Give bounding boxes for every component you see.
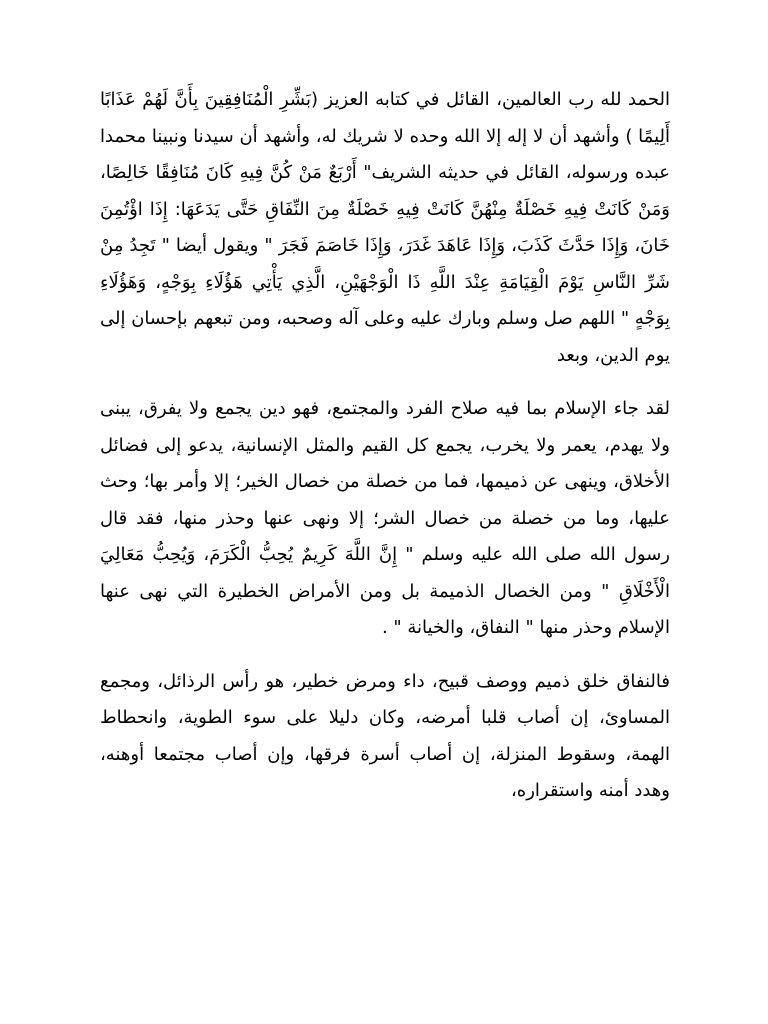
paragraph-islam-morals: لقد جاء الإسلام بما فيه صلاح الفرد والمجتمع، فهو دين يجمع ولا يفرق، يبنى ولا يهدم، يعمر ولا يخرب، يجمع كل القيم والمثل الإنسانية، يدعو إلى فضائل الأخلاق، وينهى عن ذميمها، فما من خصلة من خصال الخير؛ إلا وأمر بها؛ وحث عليها، وما من خصلة من خصال الشر؛ إلا ونهى عنها وحذر منها، فقد قال رسول الله صلى الله عليه وسلم " إِنَّ اللَّهَ كَرِيمٌ يُحِبُّ الْكَرَمَ، وَيُحِبُّ مَعَالِيَ الْأَخْلَاقِ " ومن الخصال الذميمة بل ومن الأمراض الخطيرة التي نهى عنها الإسلام وحذر منها " النفاق، والخيانة " . bbox=[100, 398, 670, 638]
document-page bbox=[100, 82, 670, 810]
paragraph-hypocrisy: فالنفاق خلق ذميم ووصف قبيح، داء ومرض خطير، هو رأس الرذائل، ومجمع المساوئ، إن أصاب قلبا أمرضه، وكان دليلا على سوء الطوية، وانحطاط الهمة، وسقوط المنزلة، إن أصاب أسرة فرقها، وإن أصاب مجتمعا أوهنه، وهدد أمنه واستقراره، bbox=[100, 670, 670, 801]
paragraph-intro: الحمد لله رب العالمين، القائل في كتابه العزيز (بَشِّرِ الْمُنَافِقِينَ بِأَنَّ لَهُمْ عَذَابًا أَلِيمًا ) وأشهد أن لا إله إلا الله وحده لا شريك له، وأشهد أن سيدنا ونبينا محمدا عبده ورسوله، القائل في حديثه الشريف" أَرْبَعٌ مَنْ كُنَّ فِيهِ كَانَ مُنَافِقًا خَالِصًا، وَمَنْ كَانَتْ فِيهِ خَصْلَةٌ مِنْهُنَّ كَانَتْ فِيهِ خَصْلَةٌ مِنَ النِّفَاقِ حَتَّى يَدَعَهَا: إِذَا اؤْتُمِنَ خَانَ، وَإِذَا حَدَّثَ كَذَبَ، وَإِذَا عَاهَدَ غَدَرَ، وَإِذَا خَاصَمَ فَجَرَ " ويقول أيضا " تَجِدُ مِنْ شَرِّ النَّاسِ يَوْمَ الْقِيَامَةِ عِنْدَ اللَّهِ ذَا الْوَجْهَيْنِ، الَّذِي يَأْتِي هَؤُلَاءِ بِوَجْهٍ، وَهَؤُلَاءِ بِوَجْهٍ " اللهم صل وسلم وبارك عليه وعلى آله وصحبه، ومن تبعهم بإحسان إلى يوم الدين، وبعد bbox=[100, 89, 670, 366]
